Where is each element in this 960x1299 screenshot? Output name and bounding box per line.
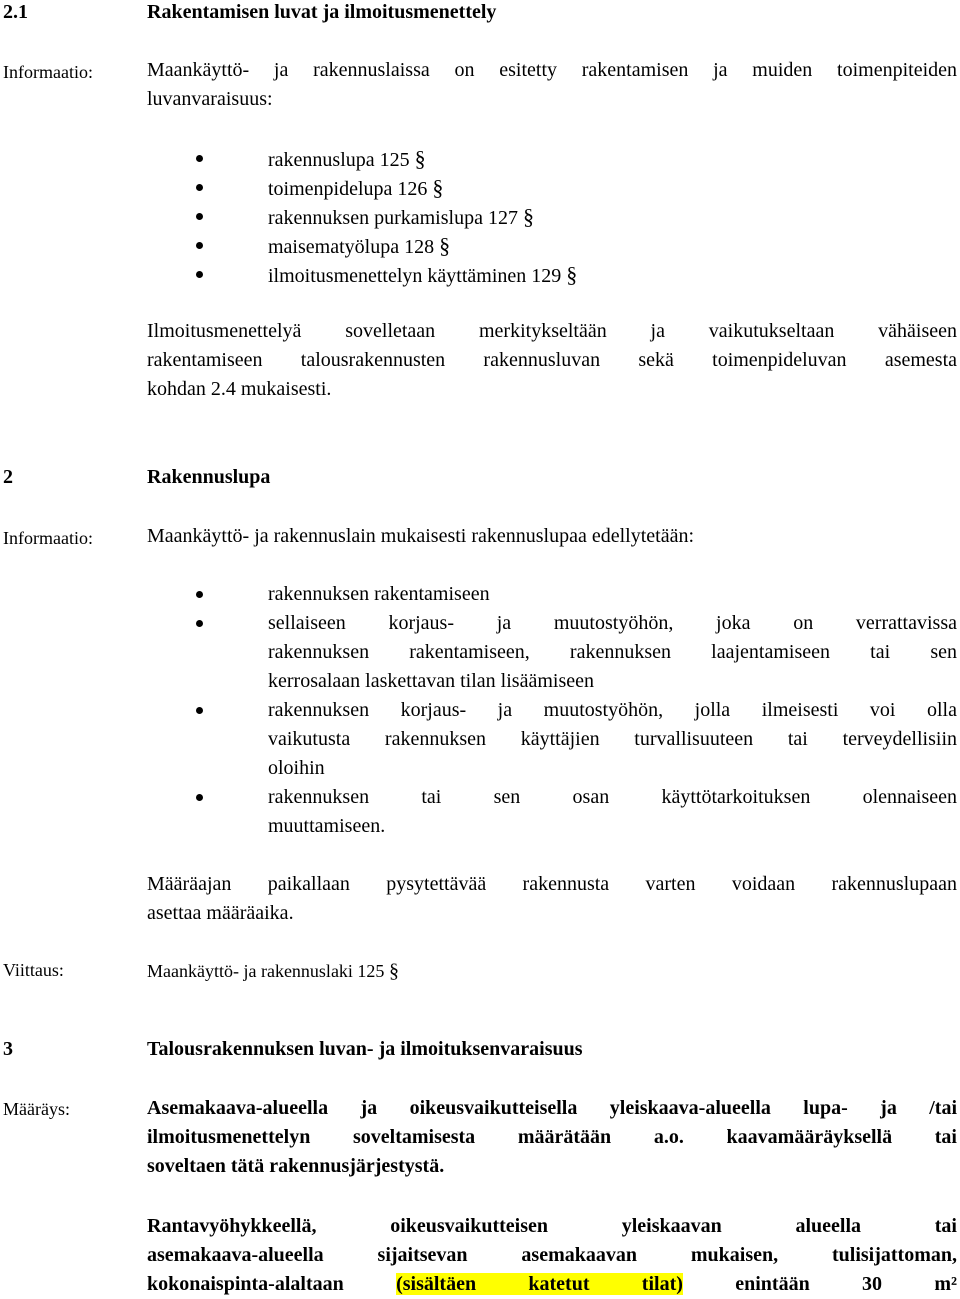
section-3-title: Talousrakennuksen luvan- ja ilmoituksenvaraisuus: [147, 1038, 583, 1060]
list-item: rakennuksen purkamislupa 127 §: [268, 204, 534, 229]
section-2-1-number: 2.1: [3, 1, 28, 23]
section-sign: §: [522, 204, 534, 229]
intro-line-2: luvanvaraisuus:: [147, 88, 273, 110]
list-item-line: vaikutusta rakennuksen käyttäjien turvallisuuteen tai terveydellisiin: [268, 728, 957, 750]
section-sign: §: [414, 146, 426, 171]
paragraph-line: asettaa määräaika.: [147, 902, 294, 924]
bullet-icon: [196, 794, 203, 801]
bullet-icon: [196, 620, 203, 627]
side-label-maarays: Määräys:: [3, 1099, 70, 1119]
regulation-line: ilmoitusmenettelyn soveltamisesta määrätään a.o. kaavamääräyksellä tai: [147, 1126, 957, 1148]
paragraph-line: rakentamiseen talousrakennusten rakennusluvan sekä toimenpideluvan asemesta: [147, 349, 957, 371]
list-item-line: rakennuksen tai sen osan käyttötarkoituksen olennaiseen: [268, 786, 957, 808]
bullet-icon: [196, 242, 203, 249]
list-item: maisematyölupa 128 §: [268, 233, 451, 258]
bullet-icon: [196, 591, 203, 598]
section-2-title: Rakennuslupa: [147, 466, 271, 488]
section-2-number: 2: [3, 466, 13, 488]
paragraph-line: kohdan 2.4 mukaisesti.: [147, 378, 332, 400]
list-item-line: rakennuksen rakentamiseen, rakennuksen laajentamiseen tai sen: [268, 641, 957, 663]
regulation-line: kokonaispinta-alaltaan (sisältäen katetut tilat) enintään 30 m²: [147, 1273, 957, 1295]
section-2-1-title: Rakentamisen luvat ja ilmoitusmenettely: [147, 1, 497, 23]
section-sign: §: [439, 233, 451, 258]
list-item-line: kerrosalaan laskettavan tilan lisäämiseen: [268, 670, 594, 692]
list-item-line: muuttamiseen.: [268, 815, 386, 837]
bullet-icon: [196, 213, 203, 220]
regulation-line: soveltaen tätä rakennusjärjestystä.: [147, 1155, 445, 1177]
bullet-icon: [196, 184, 203, 191]
section-sign: §: [388, 960, 399, 982]
list-item: rakennuksen rakentamiseen: [268, 583, 490, 605]
list-item-line: sellaiseen korjaus- ja muutostyöhön, joka on verrattavissa: [268, 612, 957, 634]
section-3-number: 3: [3, 1038, 13, 1060]
list-item-line: oloihin: [268, 757, 325, 779]
side-label-viittaus: Viittaus:: [3, 960, 64, 980]
intro-line: Maankäyttö- ja rakennuslain mukaisesti rakennuslupaa edellytetään:: [147, 525, 695, 547]
bullet-icon: [196, 155, 203, 162]
list-item: ilmoitusmenettelyn käyttäminen 129 §: [268, 262, 578, 287]
list-item-line: rakennuksen korjaus- ja muutostyöhön, jolla ilmeisesti voi olla: [268, 699, 957, 721]
list-item: toimenpidelupa 126 §: [268, 175, 444, 200]
regulation-line: Asemakaava-alueella ja oikeusvaikutteisella yleiskaava-alueella lupa- ja /tai: [147, 1097, 957, 1119]
list-item: rakennuslupa 125 §: [268, 146, 426, 171]
bullet-icon: [196, 707, 203, 714]
bullet-icon: [196, 271, 203, 278]
intro-line-1: Maankäyttö- ja rakennuslaissa on esitetty rakentamisen ja muiden toimenpiteiden: [147, 59, 957, 81]
regulation-line: Rantavyöhykkeellä, oikeusvaikutteisen yleiskaavan alueella tai: [147, 1215, 957, 1237]
paragraph-line: Ilmoitusmenettelyä sovelletaan merkitykseltään ja vaikutukseltaan vähäiseen: [147, 320, 957, 342]
side-label-informaatio: Informaatio:: [3, 528, 93, 548]
reference-text: Maankäyttö- ja rakennuslaki 125 §: [147, 960, 399, 982]
regulation-line: asemakaava-alueella sijaitsevan asemakaavan mukaisen, tulisijattoman,: [147, 1244, 957, 1266]
highlighted-text: (sisältäen katetut tilat): [396, 1273, 683, 1295]
section-sign: §: [566, 262, 578, 287]
section-sign: §: [432, 175, 444, 200]
side-label-informaatio: Informaatio:: [3, 62, 93, 82]
paragraph-line: Määräajan paikallaan pysytettävää rakennusta varten voidaan rakennuslupaan: [147, 873, 957, 895]
